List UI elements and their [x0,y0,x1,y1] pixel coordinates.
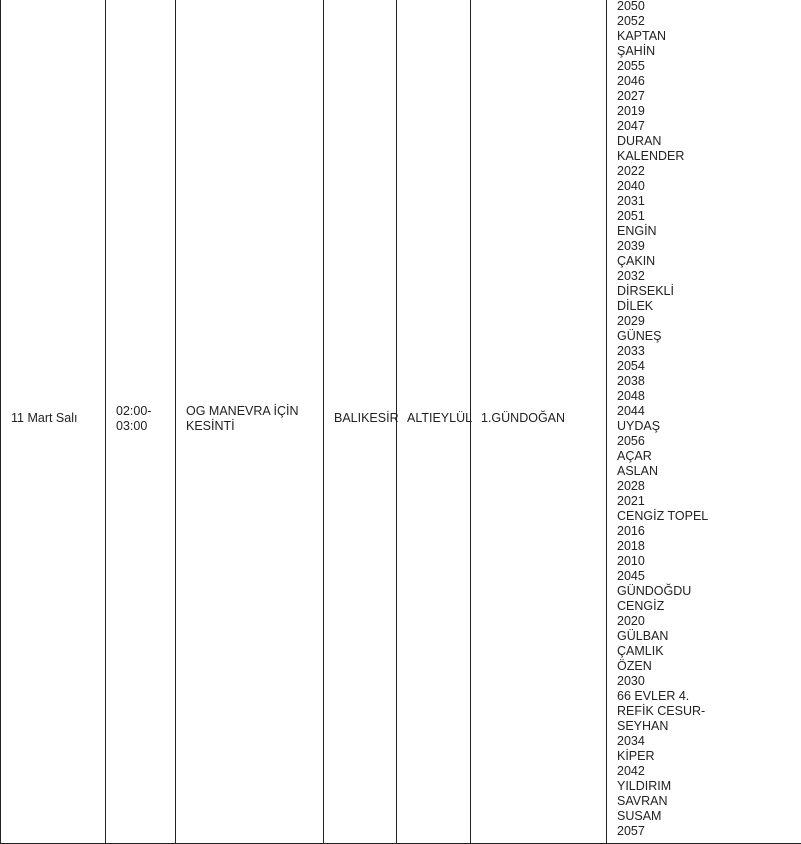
time-end: 03:00 [116,419,167,434]
neighborhood-item: GÜNEŞ [617,329,801,344]
neighborhoods-cell [607,0,801,844]
neighborhood-item: 2032 [617,269,801,284]
province-cell [324,0,397,844]
neighborhood-item: ENGİN [617,224,801,239]
reason-line-2: KESİNTİ [186,419,315,434]
neighborhood-item: 2047 [617,119,801,134]
neighborhood-item: ASLAN [617,464,801,479]
neighborhood-item: 66 EVLER 4. [617,689,801,704]
neighborhood-item: UYDAŞ [617,419,801,434]
neighborhood-item: 2048 [617,389,801,404]
neighborhood-item: ÖZEN [617,659,801,674]
neighborhood-item: 2050 [617,0,801,14]
neighborhood-item: GÜLBAN [617,629,801,644]
neighborhood-item: 2021 [617,494,801,509]
neighborhood-item: 2020 [617,614,801,629]
neighborhood-item: ÇAKIN [617,254,801,269]
neighborhood-item: DURAN [617,134,801,149]
time-start: 02:00- [116,404,167,419]
neighborhood-item: GÜNDOĞDU [617,584,801,599]
neighborhood-item: 2051 [617,209,801,224]
reason-line-1: OG MANEVRA İÇİN [186,404,315,419]
neighborhood-item: REFİK CESUR- [617,704,801,719]
neighborhood-item: 2022 [617,164,801,179]
neighborhood-item: 2054 [617,359,801,374]
area-text: 1.GÜNDOĞAN [471,411,606,426]
neighborhood-item: DİLEK [617,299,801,314]
neighborhood-item: 2055 [617,59,801,74]
neighborhood-item: 2040 [617,179,801,194]
neighborhood-item: SEYHAN [617,719,801,734]
neighborhood-item: 2016 [617,524,801,539]
neighborhood-item: SAVRAN [617,794,801,809]
neighborhood-item: 2056 [617,434,801,449]
neighborhood-item: 2039 [617,239,801,254]
neighborhood-item: 2034 [617,734,801,749]
date-text: 11 Mart Salı [1,411,105,426]
neighborhood-item: 2010 [617,554,801,569]
neighborhood-item: CENGİZ TOPEL [617,509,801,524]
neighborhood-item: 2052 [617,14,801,29]
date-cell [1,0,106,844]
neighborhood-item: 2031 [617,194,801,209]
neighborhood-item: DİRSEKLİ [617,284,801,299]
neighborhood-item: KAPTAN [617,29,801,44]
neighborhood-item: CENGİZ [617,599,801,614]
neighborhood-item: YILDIRIM [617,779,801,794]
neighborhood-item: ÇAMLIK [617,644,801,659]
neighborhood-item: 2029 [617,314,801,329]
neighborhood-item: 2027 [617,89,801,104]
neighborhood-item: 2033 [617,344,801,359]
neighborhood-list [607,0,801,839]
time-cell [106,0,176,844]
neighborhood-item: ŞAHİN [617,44,801,59]
neighborhood-item: 2030 [617,674,801,689]
neighborhood-item: 2046 [617,74,801,89]
reason-cell [176,0,324,844]
neighborhood-item: KİPER [617,749,801,764]
neighborhood-item: 2042 [617,764,801,779]
neighborhood-item: 2038 [617,374,801,389]
neighborhood-item: 2018 [617,539,801,554]
neighborhood-item: KALENDER [617,149,801,164]
neighborhood-item: 2044 [617,404,801,419]
neighborhood-item: AÇAR [617,449,801,464]
neighborhood-item: 2045 [617,569,801,584]
neighborhood-item: 2028 [617,479,801,494]
district-cell [397,0,471,844]
neighborhood-item: 2057 [617,824,801,839]
province-text: BALIKESİR [324,411,396,426]
area-cell [471,0,607,844]
table-row [1,0,801,844]
district-text: ALTIEYLÜL [397,411,470,426]
neighborhood-item: 2019 [617,104,801,119]
neighborhood-item: SUSAM [617,809,801,824]
